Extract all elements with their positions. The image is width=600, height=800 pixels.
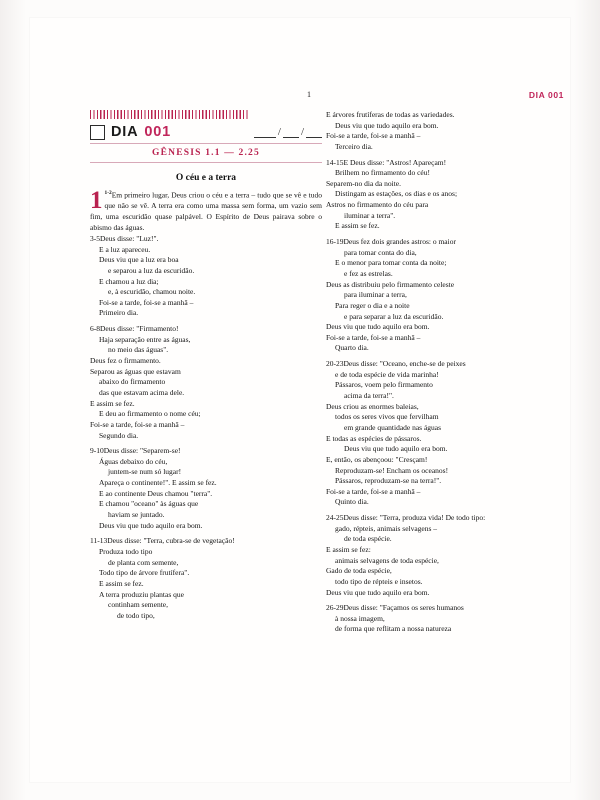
verse-line: Reproduzam-se! Encham os oceanos! [335,465,449,475]
date-separator-2: / [300,125,304,138]
verse-line: para tomar conta do dia, [344,247,417,257]
running-head-day-label: DIA 001 [528,90,564,100]
column-right [326,110,558,640]
verse-line: E assim se fez. [99,578,144,588]
verse-line: e, à escuridão, chamou noite. [108,287,196,297]
verse-line [90,536,322,547]
verse-line [326,359,558,370]
verse-line [90,324,322,335]
verse-number: 9-10 [90,446,104,456]
verse-line: de toda espécie. [344,534,392,544]
verse-line: iluminar a terra". [344,210,396,220]
verse-line: Primeiro dia. [99,308,139,318]
verse-number: 16-19 [326,237,344,247]
drop-cap-chapter-number: 1 [90,187,103,214]
verse-line: Deus criou as enormes baleias, [326,401,419,411]
verse-line: Deus viu que tudo aquilo era bom. [99,520,203,530]
verse-number: 11-13 [90,536,108,546]
verse-line [326,158,558,169]
verse-line: Todo tipo de árvore frutífera". [99,568,190,578]
verse-line: de todo tipo, [117,610,155,620]
verse-paragraph [90,187,322,234]
verse-line: gado, répteis, animais selvagens – [335,523,438,533]
day-completed-checkbox[interactable] [90,125,105,140]
date-blank-month[interactable] [283,127,299,138]
scripture-reference: GÊNESIS 1.1 — 2.25 [152,148,260,158]
verse-line: Deus viu que tudo aquilo era bom. [335,120,439,130]
verse-line: para iluminar a terra, [344,290,407,300]
verse-line: das que estavam acima dele. [99,387,185,397]
date-fill-in-field[interactable] [254,126,322,139]
verse-line: Foi-se a tarde, foi-se a manhã – [326,131,421,141]
divider-below-reference [90,162,322,163]
verse-line: Separem-no dia da noite. [326,178,401,188]
verse-line [326,513,558,524]
verse-line-text: Deus disse: "Terra, produza vida! De todo tipo: [343,513,486,523]
verse-line: Astros no firmamento do céu para [326,200,429,210]
verse-line: Segundo dia. [99,430,139,440]
day-heading-row [90,124,322,140]
verse-number: 26-29 [326,603,344,613]
verse-line: E chamou a luz dia; [99,276,159,286]
verse-line: Deus fez o firmamento. [90,356,161,366]
verse-block [326,359,558,508]
verse-line: Águas debaixo do céu, [99,456,168,466]
verse-block [326,110,558,153]
verse-block [326,158,558,232]
verse-line: E o menor para tomar conta da noite; [335,258,447,268]
verse-line: Pássaros, reproduzam-se na terra!". [335,476,442,486]
verse-line: e fez as estrelas. [344,268,393,278]
verse-number: 20-23 [326,359,344,369]
verse-line [90,446,322,457]
verse-line: todos os seres vivos que fervilham [335,412,439,422]
verse-text: Em primeiro lugar, Deus criou o céu e a terra – tudo que se vê e tudo que não se vê. A terra era como uma massa sem forma, um vazio sem fim, uma escuridão quase palpável. O Espírito de Deus pairava sobre o abismo das águas. [90,190,322,233]
verse-line: Deus viu que tudo aquilo era bom. [326,322,430,332]
verse-line: à nossa imagem, [335,613,385,623]
verse-number: 3-5 [90,234,100,243]
verse-line: Haja separação entre as águas, [99,334,191,344]
hatched-rule-ornament [90,110,250,119]
verse-line: E assim se fez: [326,544,371,554]
verse-line: e de toda espécie de vida marinha! [335,369,439,379]
verse-line: Apareça o continente!". E assim se fez. [99,478,217,488]
verse-line: e separou a luz da escuridão. [108,265,195,275]
verse-number: 14-15 [326,157,344,167]
verse-line: Distingam as estações, os dias e os anos; [335,189,458,199]
verse-line-text: Deus disse: "Façamos os seres humanos [343,603,464,613]
verse-number: 6-8 [90,324,100,334]
verse-line: E a luz apareceu. [99,244,151,254]
verse-line [326,603,558,614]
first-paragraph-block [90,187,322,234]
date-separator-1: / [277,125,281,138]
verse-line: acima da terra!". [344,391,394,401]
verse-line: E assim se fez. [90,398,135,408]
verse-line: Foi-se a tarde, foi-se a manhã – [90,419,185,429]
verse-line [90,234,322,245]
verse-line: animais selvagens de toda espécie, [335,555,439,565]
verse-line-text: Deus disse: "Separem-se! [103,446,181,456]
verse-block [90,536,322,621]
column-left [90,110,322,626]
verse-line: Para reger o dia e a noite [335,300,410,310]
verse-line: Deus as distribuiu pelo firmamento celeste [326,279,455,289]
date-blank-year[interactable] [306,127,322,138]
verse-line: continham semente, [108,600,168,610]
verse-line: Quinto dia. [335,497,369,507]
verse-line: juntem-se num só lugar! [108,467,182,477]
verse-line: Pássaros, voem pelo firmamento [335,380,433,390]
verse-line: todo tipo de répteis e insetos. [335,576,423,586]
verse-block [90,234,322,319]
verse-number: 24-25 [326,513,344,523]
verse-line: Quarto dia. [335,343,369,353]
verse-line-text: Deus disse: "Terra, cubra-se de vegetação! [107,536,235,546]
verse-line: e para separar a luz da escuridão. [344,311,444,321]
verse-line: Foi-se a tarde, foi-se a manhã – [326,486,421,496]
section-title: O céu e a terra [175,173,237,183]
verse-line: Deus viu que tudo aquilo era bom. [344,444,448,454]
verse-line: Gado de toda espécie, [326,566,392,576]
day-number-label: 001 [144,124,171,140]
verse-number: 1-2 [104,190,112,196]
verse-line: E, então, os abençoou: "Cresçam! [326,454,428,464]
verse-block [326,603,558,635]
verse-line: E todas as espécies de pássaros. [326,433,422,443]
text-columns [30,110,570,770]
verse-line: Terceiro dia. [335,141,373,151]
verse-line: de forma que reflitam a nossa natureza [335,624,452,634]
verse-line: E árvores frutíferas de todas as variedades. [326,110,455,119]
verse-line: em grande quantidade nas águas [344,422,442,432]
verse-line-text: E Deus disse: "Astros! Apareçam! [343,157,447,167]
verse-line: Foi-se a tarde, foi-se a manhã – [326,332,421,342]
verse-line: haviam se juntado. [108,510,165,520]
verse-line: abaixo do firmamento [99,377,166,387]
page-sheet [30,18,570,782]
verse-line: E chamou "oceano" às águas que [99,499,199,509]
verse-line: Brilhem no firmamento do céu! [335,168,430,178]
verse-block [326,513,558,598]
verse-line: no meio das águas". [108,345,169,355]
verse-line [326,237,558,248]
verse-block [326,237,558,354]
verse-line-text: Deus disse: "Oceano, enche-se de peixes [343,359,466,369]
verse-line: E ao continente Deus chamou "terra". [99,488,213,498]
verse-line-text: Deus disse: "Luz!". [100,234,159,243]
verse-block [90,446,322,531]
date-blank-day[interactable] [254,127,276,138]
verse-line: E assim se fez. [335,221,380,231]
verse-line: Deus viu que a luz era boa [99,255,179,265]
day-word-label: DIA [111,124,139,140]
verse-line: E deu ao firmamento o nome céu; [99,409,201,419]
verse-block [90,324,322,441]
verse-line: Produza todo tipo [99,546,153,556]
verse-line: A terra produziu plantas que [99,589,184,599]
verse-line: Deus viu que tudo aquilo era bom. [326,587,430,597]
verse-line-text: Deus fez dois grandes astros: o maior [343,237,456,247]
verse-line: Foi-se a tarde, foi-se a manhã – [99,297,194,307]
page-folio-number: 1 [307,90,312,99]
verse-line-text: Deus disse: "Firmamento! [100,324,179,334]
verse-line: de planta com semente, [108,557,179,567]
verse-line: Separou as águas que estavam [90,366,181,376]
